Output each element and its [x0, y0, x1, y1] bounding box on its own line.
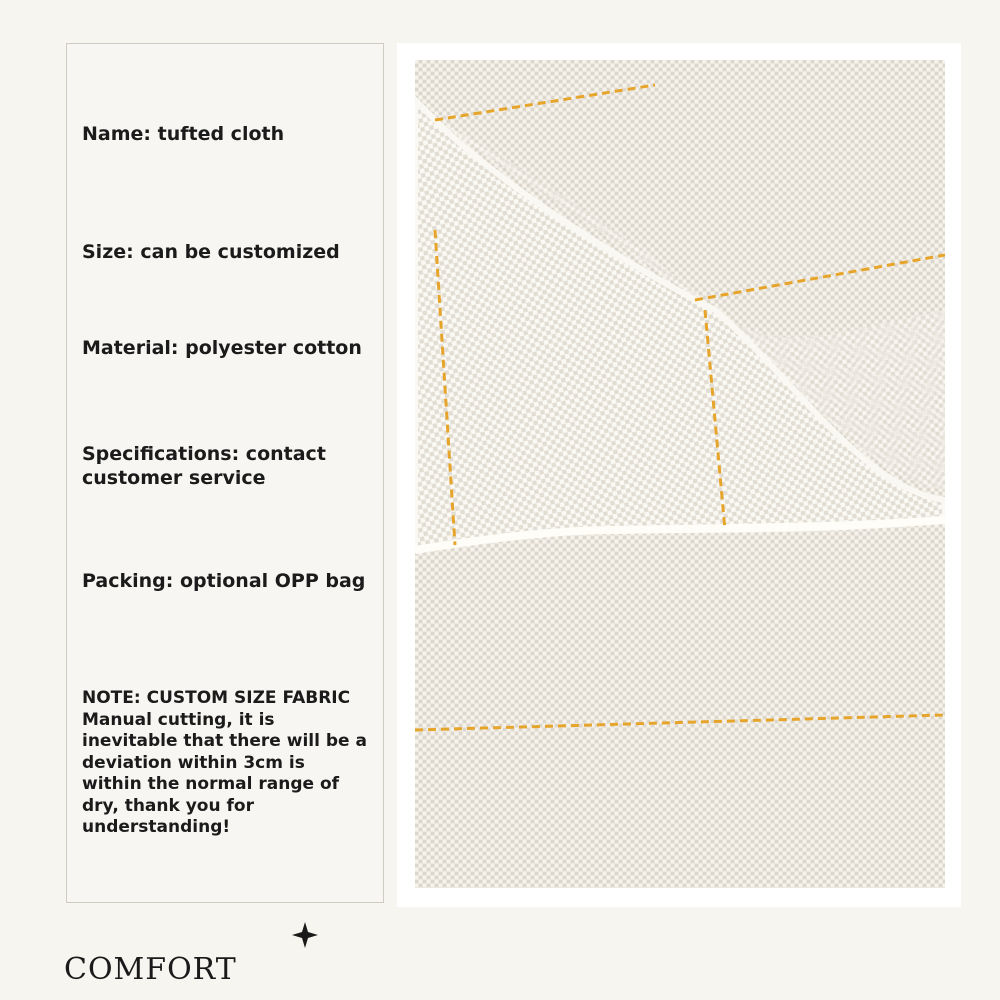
spec-specifications: Specifications: contact customer service: [82, 443, 326, 489]
fabric-illustration: [415, 60, 945, 888]
four-point-star-icon: [290, 920, 320, 950]
note-body: Manual cutting, it is inevitable that there will be a deviation within 3cm is within the normal range of dry, thank you for understanding!: [82, 709, 367, 837]
custom-size-note: [82, 688, 367, 839]
note-title: NOTE: CUSTOM SIZE FABRIC: [82, 688, 351, 708]
spec-material: Material: polyester cotton: [82, 337, 362, 359]
product-spec-panel: [66, 43, 384, 903]
spec-name: Name: tufted cloth: [82, 123, 285, 145]
spec-packing: Packing: optional OPP bag: [82, 570, 366, 592]
brand-wordmark: COMFORT: [64, 952, 237, 987]
fabric-photo: [415, 60, 945, 888]
spec-size: Size: can be customized: [82, 241, 340, 263]
photo-frame: [397, 43, 961, 907]
